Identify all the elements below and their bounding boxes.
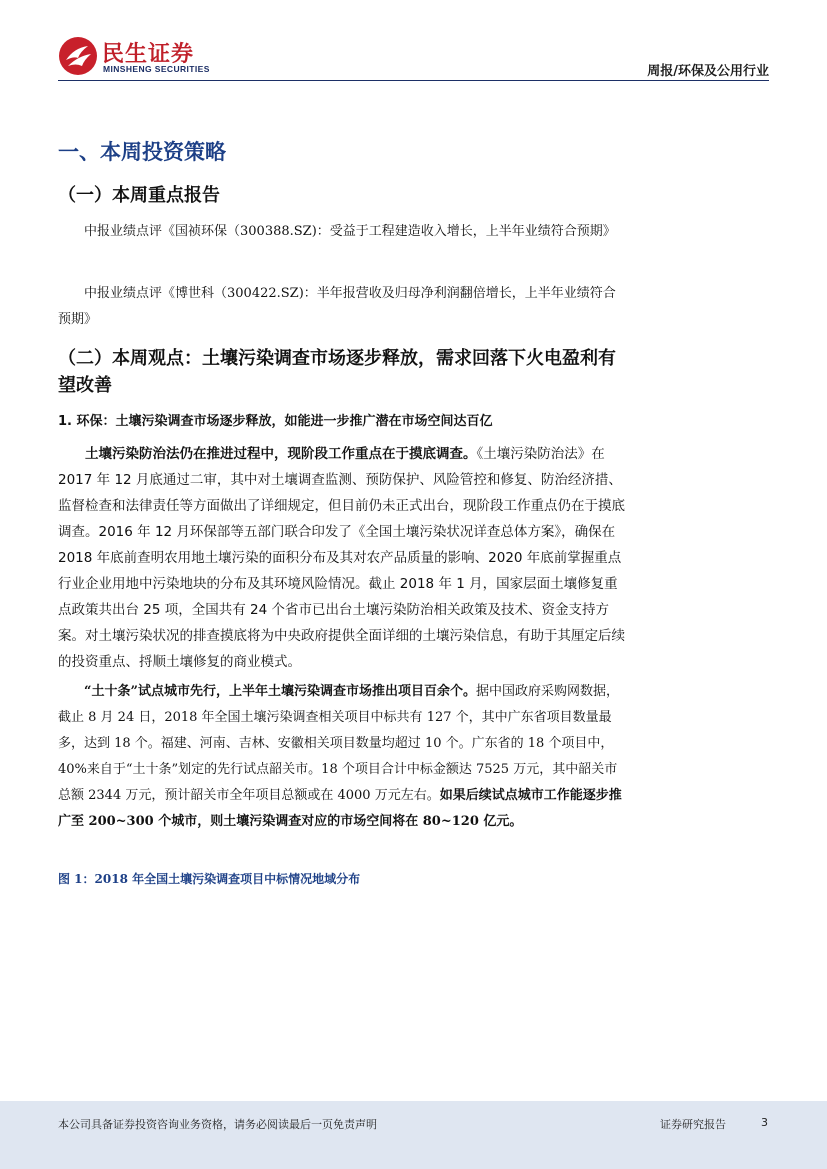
logo-english-name: MINSHENG SECURITIES (103, 64, 210, 74)
company-logo (58, 36, 218, 82)
paragraph-body: 据中国政府采购网数据，截止 8 月 24 日，2018 年全国土壤污染调查相关项目中标共有 127 个，其中广东省项目数量最多，达到 18 个。福建、河南、吉林、安徽相关项目数量均超过 10 个。广东省的 18 个项目中，40%来自于“土十条”划定的先行试点韶关市。18 个项目合计中标金额达 7525 万元，其中韶关市总额 2344 万元，预计韶关市全年项目总额或在 4000 万元左右。 (58, 684, 619, 803)
figure-caption: 图 1：2018 年全国土壤污染调查项目中标情况地域分布 (58, 872, 361, 886)
point-title-environment: 1. 环保：土壤污染调查市场逐步释放，如能进一步推广潜在市场空间达百亿 (58, 414, 493, 429)
subsection-title-views: （二）本周观点：土壤污染调查市场逐步释放，需求回落下火电盈利有望改善 (58, 348, 616, 396)
page-header (0, 0, 827, 84)
paragraph-body: 《土壤污染防治法》在 2017 年 12 月底通过二审，其中对土壤调查监测、预防保护、风险管控和修复、防治经济措、监督检查和法律责任等方面做出了详细规定，但目前仍未正式出台，现阶段工作重点仍在于摸底调查。2016 年 12 月环保部等五部门联合印发了《全国土壤污染状况详查总体方案》，确保在 2018 年底前查明农用地土壤污染的面积分布及其对农产品质量的影响、2020 年底前掌握重点行业企业用地中污染地块的分布及其环境风险情况。截止 2018 年 1 月，国家层面土壤修复重点政策共出台 25 项，全国共有 24 个省市已出台土壤污染防治相关政策及技术、资金支持方案。对土壤污染状况的排查摸底将为中央政府提供全面详细的土壤污染信息，有助于其厘定后续的投资重点、捋顺土壤修复的商业模式。 (58, 446, 625, 670)
subsection-title-reports: （一）本周重点报告 (58, 185, 220, 206)
report-item: 中报业绩点评《博世科（300422.SZ)：半年报营收及归母净利润翻倍增长，上半年业绩符合预期》 (58, 286, 616, 327)
logo-chinese-name: 民生证券 (102, 42, 195, 67)
header-divider (58, 80, 769, 81)
paragraph-pilot-cities (58, 679, 625, 835)
page-footer (0, 1101, 827, 1169)
paragraph-lead: 土壤污染防治法仍在推进过程中，现阶段工作重点在于摸底调查。 (85, 446, 477, 462)
paragraph-soil-law (58, 441, 625, 675)
footer-disclaimer: 本公司具备证券投资咨询业务资格，请务必阅读最后一页免责声明 (58, 1118, 377, 1131)
section-title: 一、本周投资策略 (58, 139, 226, 164)
document-type: 周报/环保及公用行业 (647, 64, 769, 79)
minsheng-logo-icon (58, 36, 98, 76)
footer-label: 证券研究报告 (660, 1118, 726, 1131)
paragraph-lead: “土十条”试点城市先行，上半年土壤污染调查市场推出项目百余个。 (84, 684, 476, 699)
paragraph-conclusion: 如果后续试点城市工作能逐步推广至 200~300 个城市，则土壤污染调查对应的市场空间将在 80~120 亿元。 (58, 788, 622, 829)
page-number: 3 (761, 1116, 768, 1129)
report-item: 中报业绩点评《国祯环保（300388.SZ)：受益于工程建造收入增长，上半年业绩符合预期》 (84, 224, 616, 239)
